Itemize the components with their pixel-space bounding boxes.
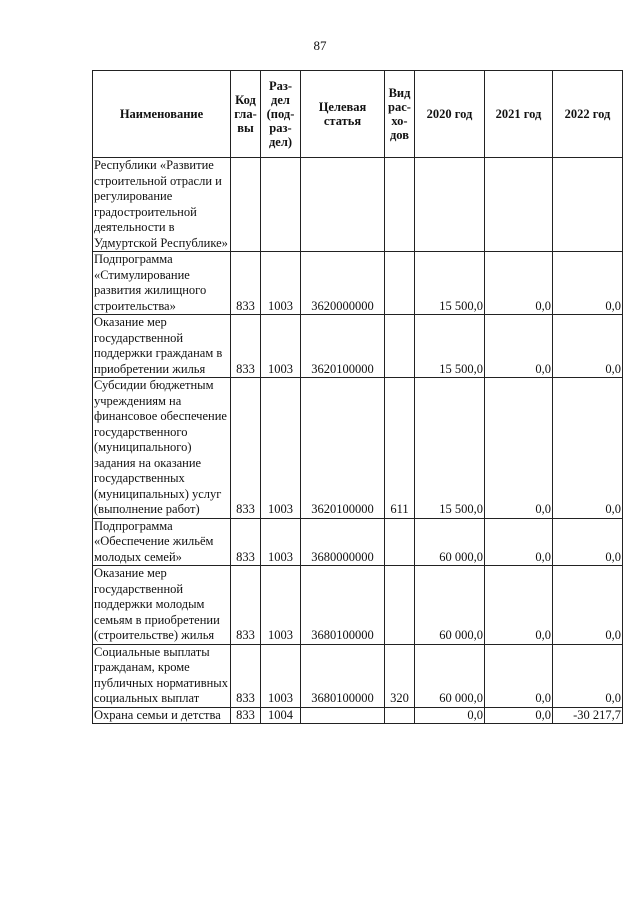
column-header-kind: Вид рас-хо-дов [385,71,415,158]
row-2021: 0,0 [485,252,553,315]
budget-table [92,70,623,724]
row-kind [385,252,415,315]
row-2022: 0,0 [553,315,623,378]
row-kind [385,158,415,252]
row-section: 1003 [261,518,301,566]
row-name: Охрана семьи и детства [93,707,231,724]
row-2020 [415,158,485,252]
row-2021: 0,0 [485,644,553,707]
row-2022: 0,0 [553,644,623,707]
row-code: 833 [231,378,261,519]
row-target: 3620000000 [301,252,385,315]
row-name: Субсидии бюджетным учреждениям на финансовое обеспечение государственного (муниципального) задания на оказание государственных (муниципальных) услуг (выполнение работ) [93,378,231,519]
column-header-2021: 2021 год [485,71,553,158]
row-2020: 15 500,0 [415,252,485,315]
row-code: 833 [231,644,261,707]
row-target: 3620100000 [301,378,385,519]
row-name: Оказание мер государственной поддержки молодым семьям в приобретении (строительстве) жилья [93,566,231,645]
table-row [93,566,623,645]
column-header-name: Наименование [93,71,231,158]
row-2021: 0,0 [485,518,553,566]
column-header-section: Раз-дел (под-раз-дел) [261,71,301,158]
row-2020: 60 000,0 [415,566,485,645]
row-name: Подпрограмма «Стимулирование развития жилищного строительства» [93,252,231,315]
column-header-2022: 2022 год [553,71,623,158]
row-name: Подпрограмма «Обеспечение жильём молодых семей» [93,518,231,566]
row-section: 1003 [261,378,301,519]
row-2022: 0,0 [553,252,623,315]
row-2020: 60 000,0 [415,518,485,566]
row-2022: 0,0 [553,378,623,519]
row-target: 3680000000 [301,518,385,566]
row-code: 833 [231,518,261,566]
page-number: 87 [313,38,327,53]
row-name: Социальные выплаты гражданам, кроме публичных нормативных социальных выплат [93,644,231,707]
row-target [301,158,385,252]
row-kind [385,707,415,724]
row-section: 1004 [261,707,301,724]
row-target: 3680100000 [301,566,385,645]
row-target: 3680100000 [301,644,385,707]
row-section: 1003 [261,566,301,645]
row-code: 833 [231,707,261,724]
row-2020: 15 500,0 [415,315,485,378]
row-2021 [485,158,553,252]
row-section: 1003 [261,644,301,707]
row-2022 [553,158,623,252]
table-row [93,378,623,519]
row-kind: 320 [385,644,415,707]
row-2021: 0,0 [485,566,553,645]
row-code: 833 [231,566,261,645]
row-section: 1003 [261,252,301,315]
row-2020: 0,0 [415,707,485,724]
row-target: 3620100000 [301,315,385,378]
row-kind [385,566,415,645]
table-row [93,644,623,707]
row-2021: 0,0 [485,315,553,378]
row-target [301,707,385,724]
row-code: 833 [231,315,261,378]
table-row [93,518,623,566]
table-row [93,158,623,252]
table-row [93,252,623,315]
row-2021: 0,0 [485,707,553,724]
row-kind: 611 [385,378,415,519]
table-row [93,315,623,378]
row-name: Оказание мер государственной поддержки гражданам в приобретении жилья [93,315,231,378]
row-code: 833 [231,252,261,315]
row-code [231,158,261,252]
row-2020: 60 000,0 [415,644,485,707]
row-section [261,158,301,252]
row-section: 1003 [261,315,301,378]
row-2022: 0,0 [553,518,623,566]
column-header-code: Код гла-вы [231,71,261,158]
row-2022: -30 217,7 [553,707,623,724]
row-2021: 0,0 [485,378,553,519]
row-name: Республики «Развитие строительной отрасли и регулирование градостроительной деятельности в Удмуртской Республике» [93,158,231,252]
table-row [93,707,623,724]
column-header-target: Целевая статья [301,71,385,158]
row-kind [385,518,415,566]
row-2022: 0,0 [553,566,623,645]
table-header-row [93,71,623,158]
row-2020: 15 500,0 [415,378,485,519]
column-header-2020: 2020 год [415,71,485,158]
row-kind [385,315,415,378]
